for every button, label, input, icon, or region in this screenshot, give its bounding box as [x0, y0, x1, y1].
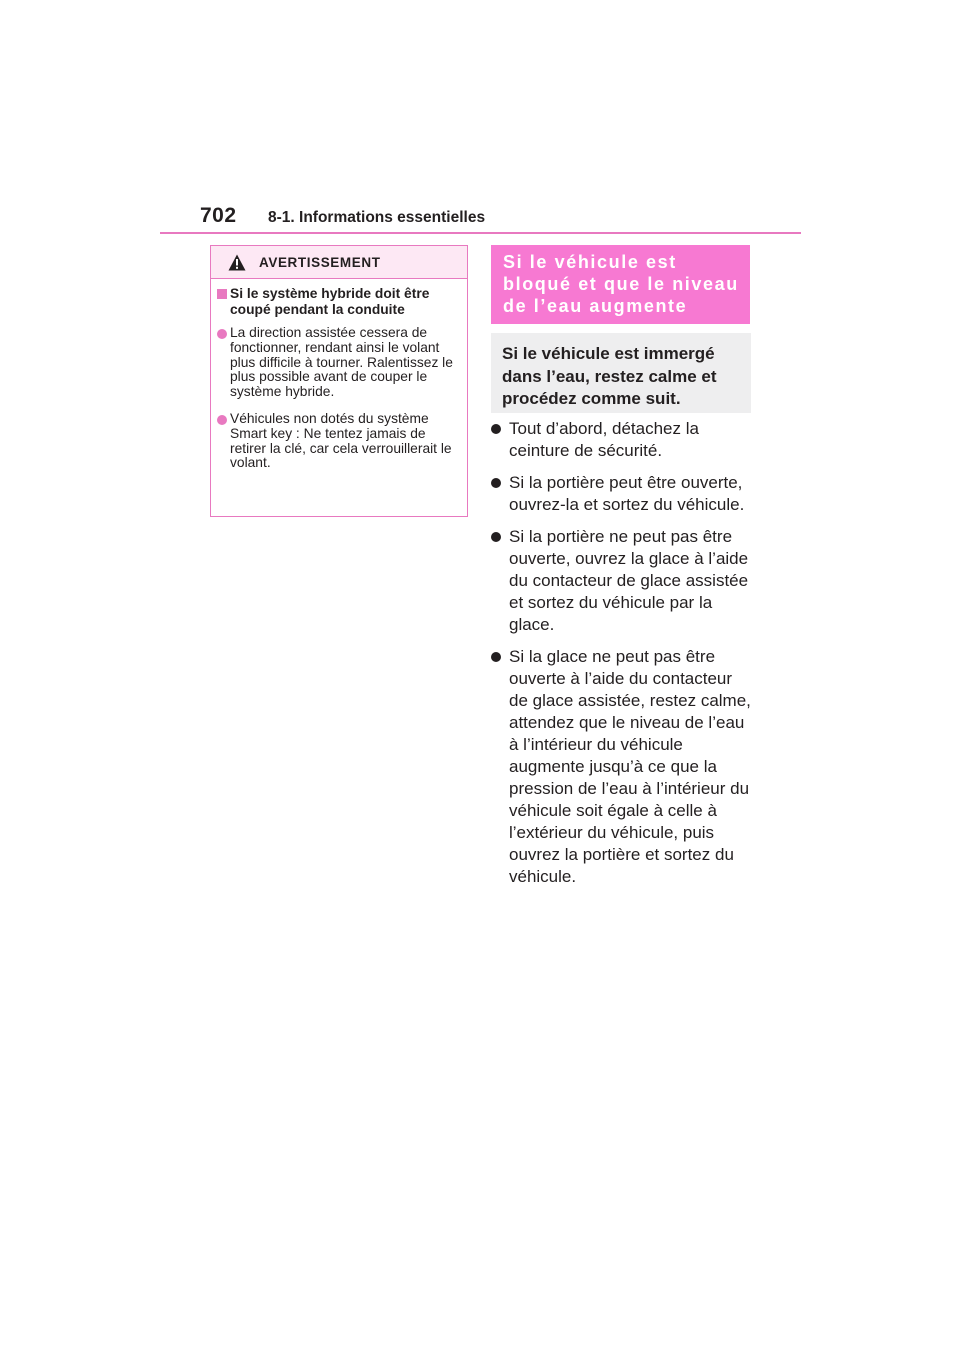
section-intro: Si le véhicule est immergé dans l’eau, restez calme et procédez comme suit. [491, 333, 751, 413]
list-item-text: Tout d’abord, détachez la ceinture de sécurité. [509, 419, 699, 460]
list-item [491, 526, 753, 636]
warning-subheading [217, 286, 457, 317]
page-number: 702 [200, 204, 237, 227]
section-heading: Si le véhicule est bloqué et que le niveau de l’eau augmente [491, 245, 750, 324]
list-item-text: Si la glace ne peut pas être ouverte à l’aide du contacteur de glace assistée, restez calme, attendez que le niveau de l’eau à l’intérieur du véhicule augmente jusqu’à ce que la pression de l’eau à l’intérieur du véhicule soit égale à celle à l’extérieur du véhicule, puis ouvrez la portière et sortez du véhicule. [509, 647, 751, 886]
bullet-icon [491, 424, 501, 434]
warning-bullet-text: La direction assistée cessera de fonctionner, rendant ainsi le volant plus difficile à tourner. Ralentissez le plus possible avant de couper le système hybride. [230, 325, 453, 400]
warning-body [211, 286, 467, 471]
list-item [491, 646, 753, 888]
list-item-text: Si la portière ne peut pas être ouverte, ouvrez la glace à l’aide du contacteur de glace assistée et sortez du véhicule par la glace. [509, 527, 749, 634]
warning-title: AVERTISSEMENT [259, 255, 381, 270]
list-item [491, 418, 753, 462]
header-divider [160, 232, 801, 234]
warning-box [210, 245, 468, 517]
warning-bullet [217, 326, 457, 400]
warning-bullet-text: Véhicules non dotés du système Smart key : Ne tentez jamais de retirer la clé, car cela verrouillerait le volant. [230, 410, 452, 471]
bullet-icon [491, 532, 501, 542]
round-bullet-icon [217, 329, 227, 339]
bullet-icon [491, 652, 501, 662]
bullet-icon [491, 478, 501, 488]
round-bullet-icon [217, 415, 227, 425]
page-header [160, 200, 800, 234]
list-item [491, 472, 753, 516]
instruction-list [491, 418, 753, 898]
list-item-text: Si la portière peut être ouverte, ouvrez-la et sortez du véhicule. [509, 473, 745, 514]
warning-bullet [217, 412, 457, 471]
warning-header [211, 246, 467, 279]
warning-triangle-icon [228, 254, 246, 271]
section-title: 8-1. Informations essentielles [268, 209, 486, 226]
warning-subheading-text: Si le système hybride doit être coupé pendant la conduite [230, 286, 430, 317]
square-bullet-icon [217, 289, 227, 299]
